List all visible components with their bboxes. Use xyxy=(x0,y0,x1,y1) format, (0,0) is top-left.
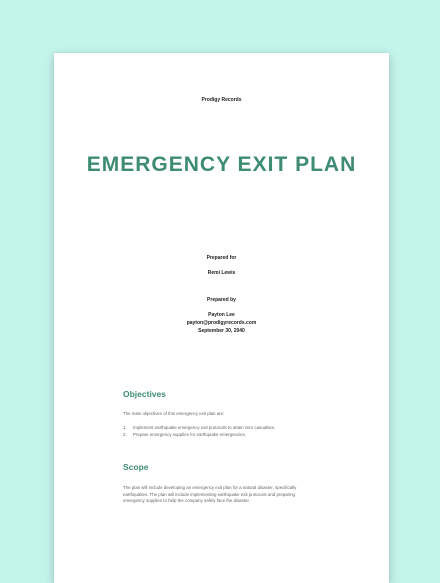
prepared-by-block xyxy=(54,296,389,335)
objectives-intro: The main objectives of this emergency exit plan are: xyxy=(123,411,225,416)
document-page xyxy=(54,53,389,583)
scope-text: The plan will include developing an emergency exit plan for a natural disaster, specifically earthquakes. The plan will include implementing earthquake exit protocols and preparing emergency supplies to help the company safely face the disaster. xyxy=(123,485,297,503)
list-item-number: 2. xyxy=(123,431,127,437)
prepared-by-label: Prepared by xyxy=(207,297,236,303)
scope-heading: Scope xyxy=(123,462,149,472)
prepared-for-label: Prepared for xyxy=(206,255,237,261)
prepared-by-email: payton@prodigyrecords.com xyxy=(186,320,257,326)
list-item-number: 1. xyxy=(123,425,127,430)
company-name: Prodigy Records xyxy=(201,97,242,103)
list-item-text: Implement earthquake emergency exit protocols to attain zero casualties. xyxy=(133,425,276,430)
document-title: EMERGENCY EXIT PLAN xyxy=(86,153,357,176)
document-date: September 30, 2040 xyxy=(198,328,245,334)
prepared-by-name: Payton Lee xyxy=(208,312,235,318)
prepared-for-name: Remi Lewis xyxy=(207,270,236,276)
list-item xyxy=(123,432,275,439)
objectives-list xyxy=(123,425,275,438)
list-item-text: Prepare emergency supplies for earthquake emergencies. xyxy=(133,431,246,437)
objectives-heading: Objectives xyxy=(123,389,166,399)
prepared-for-block xyxy=(54,254,389,277)
